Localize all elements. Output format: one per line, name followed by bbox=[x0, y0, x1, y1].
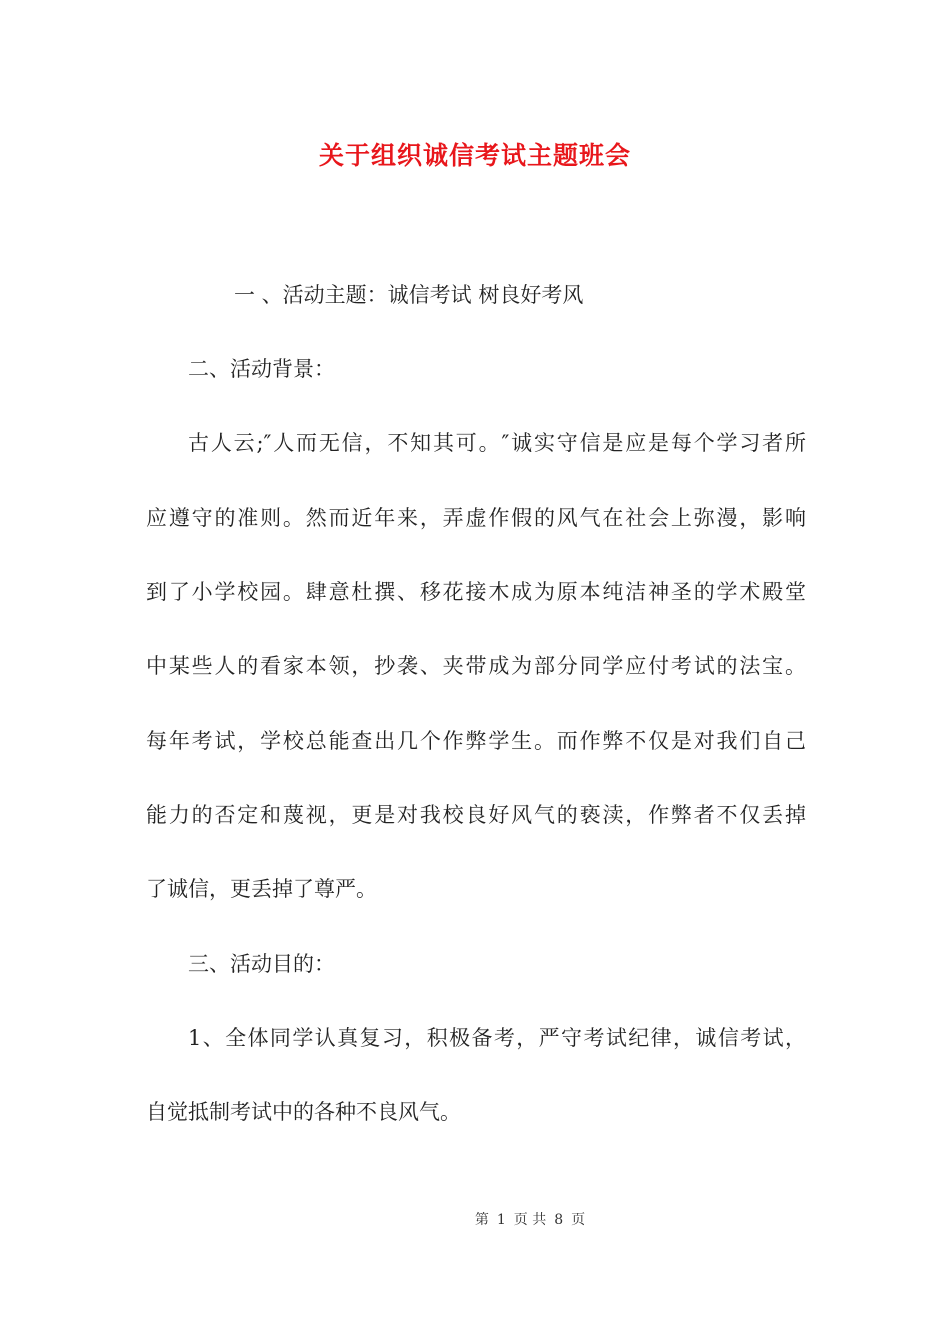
document-title: 关于组织诚信考试主题班会 bbox=[318, 141, 631, 170]
footer-prefix: 第 bbox=[474, 1212, 489, 1228]
background-line-3: 到了小学校园。肆意杜撰、移花接木成为原本纯洁神圣的学术殿堂 bbox=[146, 580, 806, 604]
background-line-4: 中某些人的看家本领，抄袭、夹带成为部分同学应付考试的法宝。 bbox=[146, 654, 806, 678]
purpose-heading: 三、活动目的： bbox=[188, 952, 335, 976]
background-line-2: 应遵守的准则。然而近年来，弄虚作假的风气在社会上弥漫，影响 bbox=[146, 506, 806, 530]
footer-suffix: 页 bbox=[571, 1212, 586, 1228]
page-footer bbox=[0, 1209, 950, 1229]
theme-line: 一 、活动主题：诚信考试 树良好考风 bbox=[234, 283, 584, 307]
footer-current-page: 1 bbox=[496, 1212, 506, 1228]
background-line-1: 古人云;″人而无信，不知其可。″诚实守信是应是每个学习者所 bbox=[188, 431, 806, 455]
background-line-5: 每年考试，学校总能查出几个作弊学生。而作弊不仅是对我们自己 bbox=[146, 729, 806, 753]
background-heading: 二、活动背景： bbox=[188, 357, 335, 381]
footer-mid: 页 共 bbox=[513, 1212, 547, 1228]
footer-total-pages: 8 bbox=[554, 1212, 564, 1228]
purpose-line-1: 1、全体同学认真复习，积极备考，严守考试纪律，诚信考试， bbox=[188, 1026, 806, 1050]
background-line-7: 了诚信，更丢掉了尊严。 bbox=[146, 877, 377, 901]
background-line-6: 能力的否定和蔑视，更是对我校良好风气的亵渎，作弊者不仅丢掉 bbox=[146, 803, 806, 827]
purpose-line-2: 自觉抵制考试中的各种不良风气。 bbox=[146, 1100, 461, 1124]
